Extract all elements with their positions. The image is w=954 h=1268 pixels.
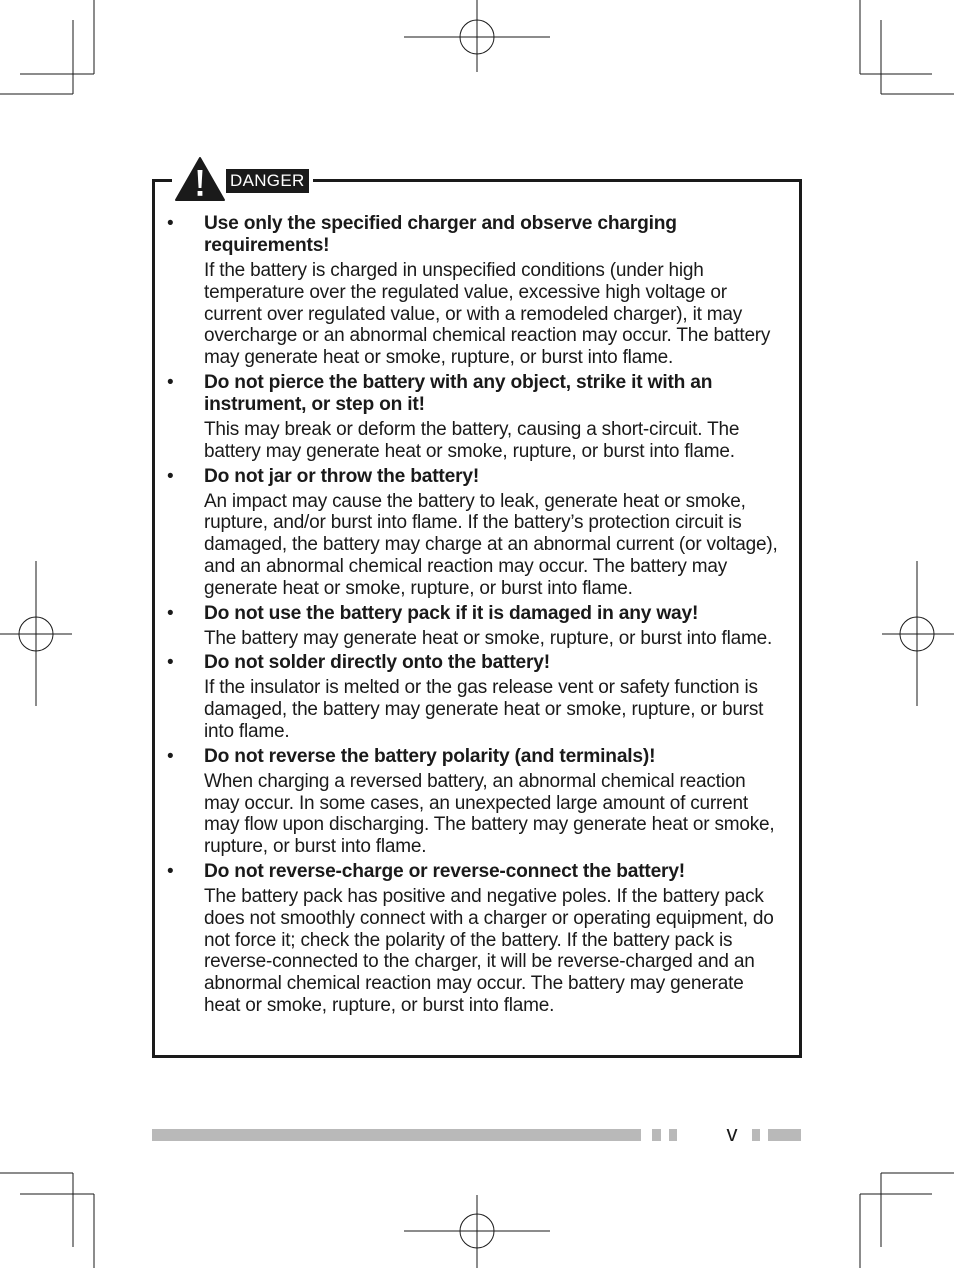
list-item — [162, 746, 784, 858]
danger-list — [162, 213, 784, 1020]
danger-header — [172, 156, 313, 202]
warning-triangle-icon — [174, 156, 226, 202]
item-body: If the battery is charged in unspecified conditions (under high temperature over the regulated value, excessive high voltage or current over regulated value, or with a remodeled charger), it may overcharge or an abnormal chemical reaction may occur. The battery may generate heat or smoke, rupture, or burst into flame. — [204, 260, 771, 369]
bullet: • — [167, 602, 174, 624]
list-item — [162, 466, 784, 600]
footer-bar-short — [768, 1129, 801, 1141]
item-body: This may break or deform the battery, causing a short-circuit. The battery may generate heat or smoke, rupture, or burst into flame. — [204, 418, 740, 462]
registration-target-right — [882, 561, 954, 706]
bullet: • — [167, 652, 174, 674]
bullet: • — [167, 371, 174, 393]
bullet: • — [167, 860, 174, 882]
list-item — [162, 861, 784, 1017]
item-title: Do not jar or throw the battery! — [204, 465, 480, 487]
item-title: Do not pierce the battery with any object, strike it with an instrument, or step on it! — [204, 371, 713, 415]
registration-target-top — [404, 0, 550, 72]
list-item — [162, 213, 784, 369]
bullet: • — [167, 465, 174, 487]
item-body: An impact may cause the battery to leak, generate heat or smoke, rupture, and/or burst into flame. If the battery’s protection circuit is damaged, the battery may charge at an abnormal current (or voltage), and an abnormal chemical reaction may occur. The battery may generate heat or smoke, rupture, or burst into flame. — [204, 490, 778, 599]
item-body: The battery pack has positive and negative poles. If the battery pack does not smoothly connect with a charger or operating equipment, do not force it; check the polarity of the battery. If the battery pack is reverse-connected to the charger, it will be reverse-charged and an abnormal chemical reaction may occur. The battery may generate heat or smoke, rupture, or burst into flame. — [204, 885, 774, 1016]
item-body: The battery may generate heat or smoke, rupture, or burst into flame. — [204, 627, 773, 649]
list-item — [162, 652, 784, 742]
registration-target-left — [0, 561, 72, 706]
footer-bar-square — [752, 1129, 760, 1141]
list-item — [162, 603, 784, 650]
item-title: Do not solder directly onto the battery! — [204, 652, 550, 674]
item-title: Do not reverse-charge or reverse-connect the battery! — [204, 860, 685, 882]
registration-target-bottom — [404, 1195, 550, 1268]
item-body: If the insulator is melted or the gas release vent or safety function is damaged, the battery may generate heat or smoke, rupture, or burst into flame. — [204, 677, 764, 742]
item-body: When charging a reversed battery, an abnormal chemical reaction may occur. In some cases, an unexpected large amount of current may flow upon discharging. The battery may generate heat or smoke, rupture, or burst into flame. — [204, 770, 775, 858]
page-number: v — [726, 1121, 738, 1146]
danger-label: DANGER — [226, 169, 309, 193]
footer-bar-square — [669, 1129, 677, 1141]
bullet: • — [167, 745, 174, 767]
footer-bar-long — [152, 1129, 641, 1141]
item-title: Do not reverse the battery polarity (and terminals)! — [204, 745, 656, 767]
bullet: • — [167, 213, 174, 234]
item-title: Use only the specified charger and observe charging requirements! — [204, 213, 677, 256]
footer-bar-square — [652, 1129, 661, 1141]
item-title: Do not use the battery pack if it is damaged in any way! — [204, 602, 699, 624]
list-item — [162, 372, 784, 463]
